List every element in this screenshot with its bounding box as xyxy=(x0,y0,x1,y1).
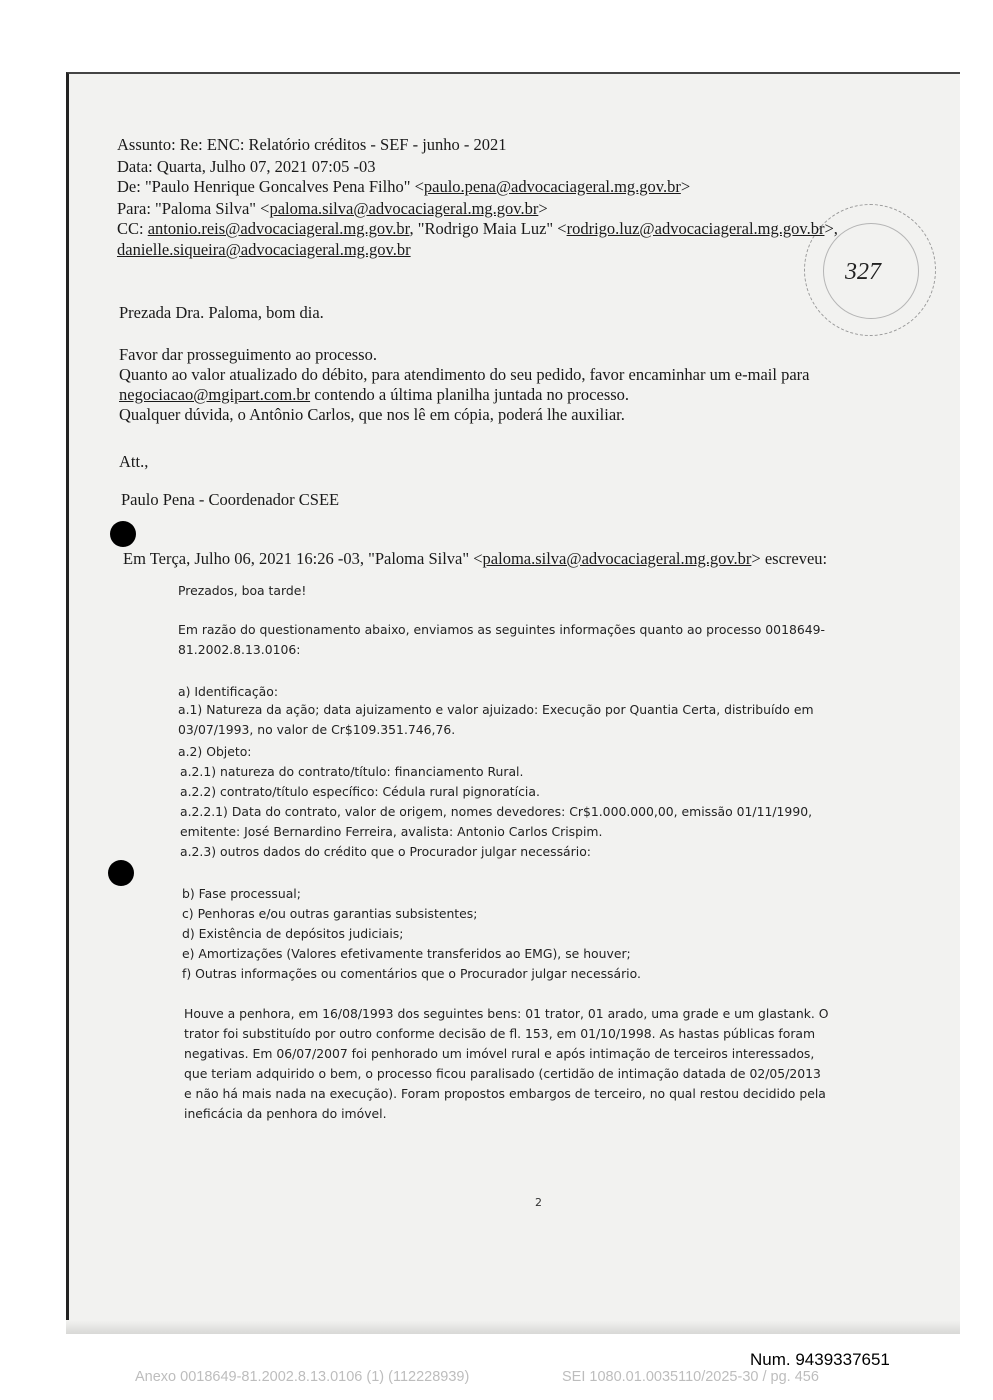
paragraph-line-4: que teriam adquirido o bem, o processo ficou paralisado (certidão de intimação datada de 02/05/2013 xyxy=(184,1066,821,1081)
body-line-1: Favor dar prosseguimento ao processo. xyxy=(119,345,377,364)
quoted-line-12: a.2.3) outros dados do crédito que o Procurador julgar necessário: xyxy=(180,844,591,859)
greeting: Prezada Dra. Paloma, bom dia. xyxy=(119,303,324,322)
punch-hole-top xyxy=(110,521,136,547)
quoted-line-10: a.2.2.1) Data do contrato, valor de origem, nomes devedores: Cr$1.000.000,00, emissão 01/11/1990, xyxy=(180,804,813,819)
quote-email-link[interactable]: paloma.silva@advocaciageral.mg.gov.br xyxy=(482,549,752,568)
cc-email-link-2[interactable]: rodrigo.luz@advocaciageral.mg.gov.br xyxy=(566,219,825,238)
quoted-line-9: a.2.2) contrato/título específico: Cédula rural pignoratícia. xyxy=(180,784,540,799)
quoted-line-16: e) Amortizações (Valores efetivamente transferidos ao EMG), se houver; xyxy=(182,946,631,961)
cc-email-link-1[interactable]: antonio.reis@advocaciageral.mg.gov.br xyxy=(147,219,410,238)
quoted-line-17: f) Outras informações ou comentários que o Procurador julgar necessário. xyxy=(182,966,641,981)
quoted-line-6: 03/07/1993, no valor de Cr$109.351.746,76. xyxy=(178,722,456,737)
punch-hole-bottom xyxy=(108,860,134,886)
scan-edge xyxy=(66,1320,960,1334)
to-email-link[interactable]: paloma.silva@advocaciageral.mg.gov.br xyxy=(269,199,539,218)
quoted-line-4: a) Identificação: xyxy=(178,684,279,699)
quoted-line-2: Em razão do questionamento abaixo, enviamos as seguintes informações quanto ao processo 0018649- xyxy=(178,622,825,637)
paragraph-line-3: negativas. Em 06/07/2007 foi penhorado um imóvel rural e após intimação de terceiros interessados, xyxy=(184,1046,815,1061)
body-line-2: Quanto ao valor atualizado do débito, para atendimento do seu pedido, favor encaminhar um e-mail para xyxy=(119,365,810,384)
quoted-line-13: b) Fase processual; xyxy=(182,886,301,901)
stamp-number: 327 xyxy=(845,259,881,285)
document-number: Num. 9439337651 xyxy=(750,1350,890,1369)
paragraph-line-2: trator foi substituído por outro conforme decisão de fl. 153, em 01/10/1998. As hastas públicas foram xyxy=(184,1026,816,1041)
sign-off: Att., xyxy=(119,452,149,471)
sei-label: SEI 1080.01.0035110/2025-30 / pg. 456 xyxy=(562,1369,819,1385)
email-cc: CC: antonio.reis@advocaciageral.mg.gov.br, "Rodrigo Maia Luz" <rodrigo.luz@advocaciageral.mg.gov.br>, xyxy=(117,219,838,238)
page-number: 2 xyxy=(535,1196,542,1209)
paragraph-line-6: ineficácia da penhora do imóvel. xyxy=(184,1106,387,1121)
quoted-line-15: d) Existência de depósitos judiciais; xyxy=(182,926,404,941)
from-email-link[interactable]: paulo.pena@advocaciageral.mg.gov.br xyxy=(423,177,681,196)
quoted-line-11: emitente: José Bernardino Ferreira, avalista: Antonio Carlos Crispim. xyxy=(180,824,603,839)
email-from: De: "Paulo Henrique Goncalves Pena Filho" <paulo.pena@advocaciageral.mg.gov.br> xyxy=(117,177,691,196)
paragraph-line-1: Houve a penhora, em 16/08/1993 dos seguintes bens: 01 trator, 01 arado, uma grade e um glastank. O xyxy=(184,1006,829,1021)
body-line-4: Qualquer dúvida, o Antônio Carlos, que nos lê em cópia, poderá lhe auxiliar. xyxy=(119,405,625,424)
negociacao-email-link[interactable]: negociacao@mgipart.com.br xyxy=(119,385,311,404)
signature: Paulo Pena - Coordenador CSEE xyxy=(121,490,340,509)
quote-header: Em Terça, Julho 06, 2021 16:26 -03, "Paloma Silva" <paloma.silva@advocaciageral.mg.gov.br> escreveu: xyxy=(123,549,828,568)
body-line-3: negociacao@mgipart.com.br contendo a última planilha juntada no processo. xyxy=(119,385,630,404)
quoted-line-14: c) Penhoras e/ou outras garantias subsistentes; xyxy=(182,906,478,921)
email-cc-continued xyxy=(117,240,411,260)
paragraph-line-5: e não há mais nada na execução). Foram propostos embargos de terceiro, no qual restou decidido pela xyxy=(184,1086,826,1101)
email-to: Para: "Paloma Silva" <paloma.silva@advocaciageral.mg.gov.br> xyxy=(117,199,548,218)
quoted-line-3: 81.2002.8.13.0106: xyxy=(178,642,301,657)
quoted-line-8: a.2.1) natureza do contrato/título: financiamento Rural. xyxy=(180,764,524,779)
quoted-line-7: a.2) Objeto: xyxy=(178,744,252,759)
cc-email-link-3[interactable]: danielle.siqueira@advocaciageral.mg.gov.br xyxy=(117,240,411,259)
annex-label: Anexo 0018649-81.2002.8.13.0106 (1) (112228939) xyxy=(135,1369,470,1385)
email-subject: Assunto: Re: ENC: Relatório créditos - SEF - junho - 2021 xyxy=(117,135,507,154)
quoted-line-1: Prezados, boa tarde! xyxy=(178,583,307,598)
email-date: Data: Quarta, Julho 07, 2021 07:05 -03 xyxy=(117,157,376,176)
quoted-line-5: a.1) Natureza da ação; data ajuizamento e valor ajuizado: Execução por Quantia Certa, distribuído em xyxy=(178,702,814,717)
